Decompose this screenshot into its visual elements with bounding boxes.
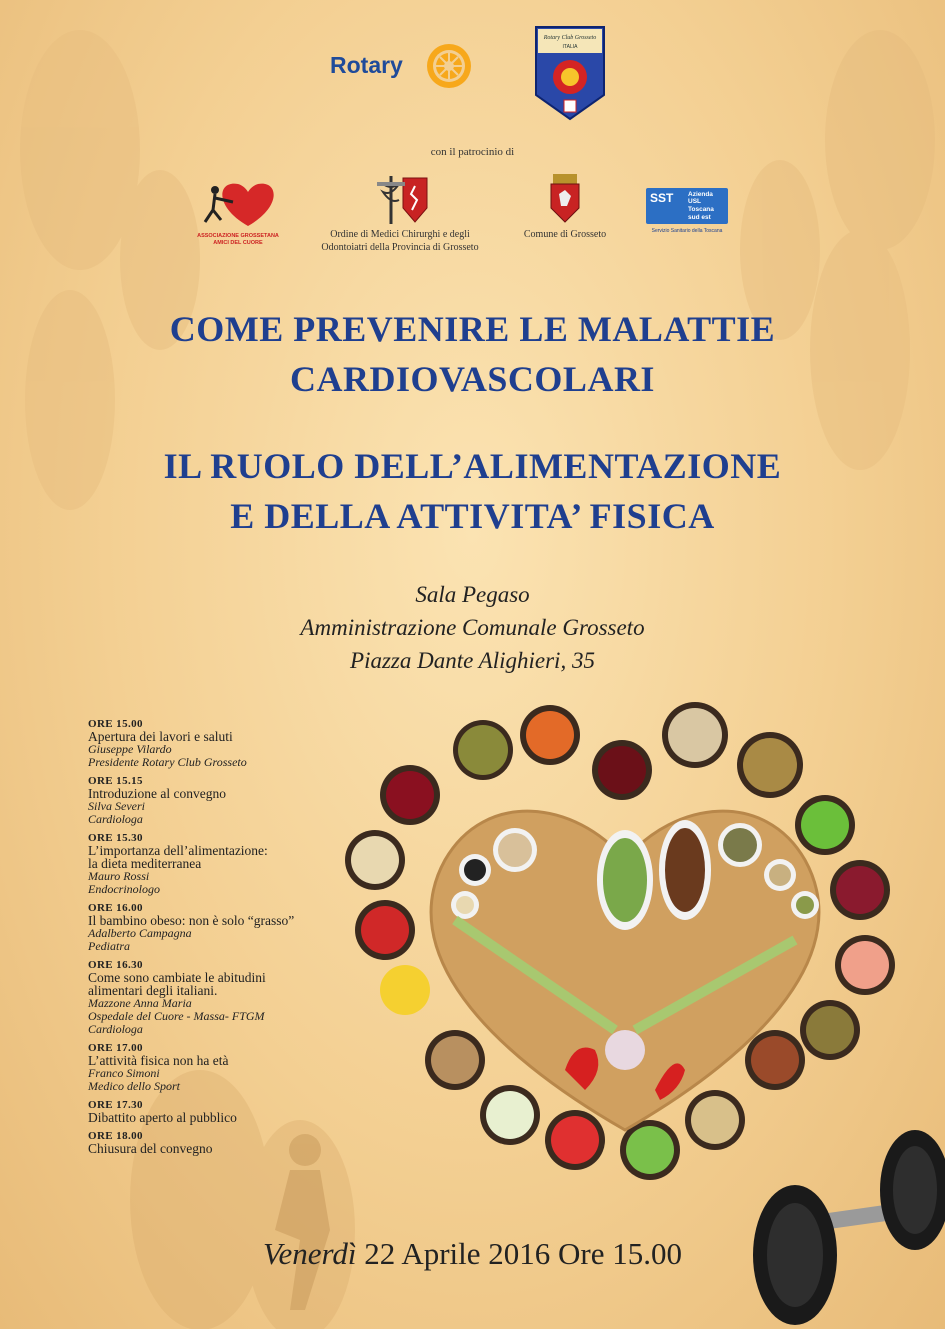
event-date xyxy=(0,1236,945,1272)
rotary-wheel-icon xyxy=(424,41,474,91)
program-detail: Pediatra xyxy=(88,939,130,953)
program-time: ORE 15.30 xyxy=(88,832,143,844)
usl-sst: SST xyxy=(650,191,674,205)
amici-logo-line1: ASSOCIAZIONE GROSSETANA xyxy=(197,233,279,239)
program-title: Introduzione al convegno xyxy=(88,786,226,801)
title-line4: E DELLA ATTIVITA’ FISICA xyxy=(230,496,715,536)
title-line1: COME PREVENIRE LE MALATTIE xyxy=(169,309,776,349)
program-title: Come sono cambiate le abitudini xyxy=(88,970,266,985)
program-detail: Endocrinologo xyxy=(88,882,160,896)
program-time: ORE 15.15 xyxy=(88,775,143,787)
program-detail: Franco Simoni xyxy=(88,1066,160,1080)
program-time: ORE 17.00 xyxy=(88,1042,143,1054)
program-title: L’importanza dell’alimentazione: xyxy=(88,843,268,858)
usl-line1: Azienda xyxy=(688,191,713,198)
program-detail: Ospedale del Cuore - Massa- FTGM xyxy=(88,1009,265,1023)
program-title: Il bambino obeso: non è solo “grasso” xyxy=(88,913,295,928)
ordine-caption-line2: Odontoiatri della Provincia di Grosseto xyxy=(321,242,479,253)
pennant-country: ITALIA xyxy=(562,44,578,50)
program-detail: Giuseppe Vilardo xyxy=(88,742,172,756)
venue-line2: Amministrazione Comunale Grosseto xyxy=(300,615,645,640)
program-time: ORE 17.30 xyxy=(88,1099,143,1111)
program-detail: Adalberto Campagna xyxy=(88,926,192,940)
program-detail: Mazzone Anna Maria xyxy=(88,996,192,1010)
amici-logo-line2: AMICI DEL CUORE xyxy=(213,240,263,246)
program-detail: Medico dello Sport xyxy=(88,1079,180,1093)
venue-line3: Piazza Dante Alighieri, 35 xyxy=(350,648,595,673)
rotary-label: Rotary xyxy=(330,52,403,78)
program-title: Chiusura del convegno xyxy=(88,1141,213,1156)
program-title-cont: la dieta mediterranea xyxy=(88,856,202,871)
pennant-title: Rotary Club Grosseto xyxy=(543,35,597,41)
program-title: Dibattito aperto al pubblico xyxy=(88,1110,237,1125)
runners-silhouette xyxy=(235,1120,365,1320)
ordine-caption-line1: Ordine di Medici Chirurghi e degli xyxy=(330,229,470,240)
program-time: ORE 18.00 xyxy=(88,1130,143,1142)
ordine-medici-logo xyxy=(373,174,429,226)
title-line2: CARDIOVASCOLARI xyxy=(290,359,655,399)
event-day: Venerdì xyxy=(262,1236,357,1271)
program-time: ORE 16.00 xyxy=(88,902,143,914)
comune-caption: Comune di Grosseto xyxy=(523,229,607,240)
dumbbell-image xyxy=(750,1120,945,1329)
venue-line1: Sala Pegaso xyxy=(415,582,530,607)
program-title-cont: alimentari degli italiani. xyxy=(88,983,218,998)
program-detail: Cardiologa xyxy=(88,812,143,826)
ordine-medici-caption xyxy=(290,228,510,254)
program-detail: Silva Severi xyxy=(88,799,145,813)
program-time: ORE 15.00 xyxy=(88,718,143,730)
rotary-club-pennant xyxy=(534,25,606,121)
program-detail: Presidente Rotary Club Grosseto xyxy=(88,755,247,769)
amici-del-cuore-logo xyxy=(193,176,283,248)
program-title: L’attività fisica non ha età xyxy=(88,1053,229,1068)
patronage-intro: con il patrocinio di xyxy=(430,146,515,158)
usl-line3: Toscana xyxy=(688,206,714,213)
program-time: ORE 16.30 xyxy=(88,959,143,971)
program-detail: Cardiologa xyxy=(88,1022,143,1036)
title-line3: IL RUOLO DELL’ALIMENTAZIONE xyxy=(163,446,782,486)
program-detail: Mauro Rossi xyxy=(88,869,150,883)
comune-grosseto-crest xyxy=(549,172,581,224)
usl-footer: Servizio Sanitario della Toscana xyxy=(651,228,723,234)
usl-toscana-logo xyxy=(644,186,730,234)
usl-line2: USL xyxy=(688,198,701,205)
event-date-rest: 22 Aprile 2016 Ore 15.00 xyxy=(356,1236,682,1271)
program-title: Apertura dei lavori e saluti xyxy=(88,729,233,744)
usl-line4: sud est xyxy=(688,214,711,221)
